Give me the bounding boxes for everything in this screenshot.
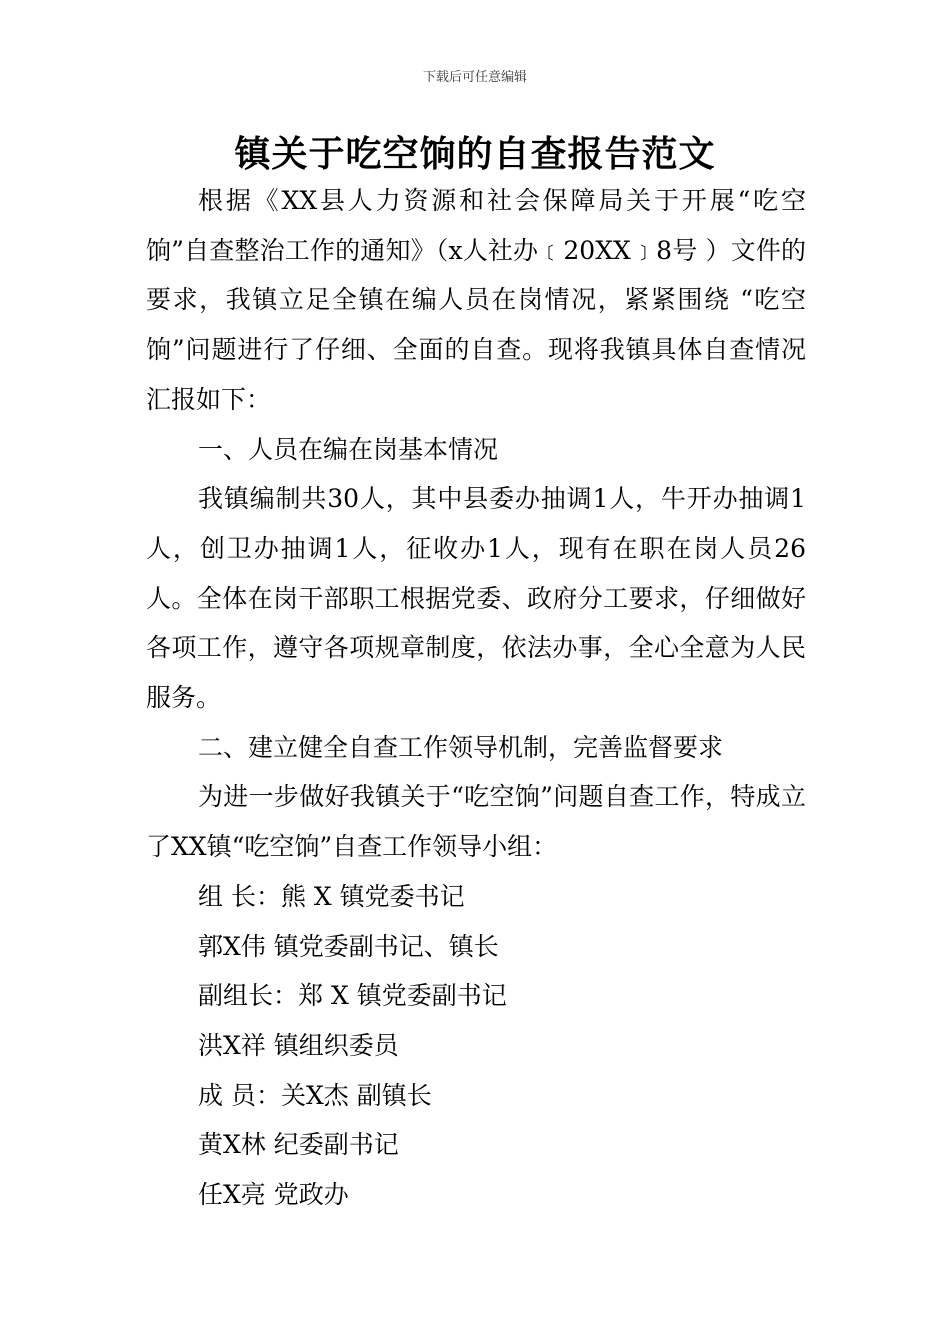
intro-paragraph: 根据《XX县人力资源和社会保障局关于开展“吃空饷”自查整治工作的通知》（x人社办﹝20XX﹞8号 ）文件的要求，我镇立足全镇在编人员在岗情况，紧紧围绕 “吃空饷”问题进行了仔细、全面的自查。现将我镇具体自查情况汇报如下： — [146, 186, 806, 414]
section-heading: 二、建立健全自查工作领导机制，完善监督要求 — [198, 732, 724, 762]
document-body — [146, 176, 806, 1220]
member-line: 郭X伟 镇党委副书记、镇长 — [198, 931, 499, 961]
section-paragraph: 为进一步做好我镇关于“吃空饷”问题自查工作，特成立了XX镇“吃空饷”自查工作领导小组： — [146, 782, 806, 862]
member-line: 副组长：郑 X 镇党委副书记 — [198, 981, 507, 1011]
member-line: 洪X祥 镇组织委员 — [198, 1030, 399, 1060]
section-heading: 一、人员在编在岗基本情况 — [198, 434, 499, 464]
header-note: 下载后可任意编辑 — [422, 70, 527, 85]
document-title: 镇关于吃空饷的自查报告范文 — [234, 134, 716, 175]
member-line: 黄X林 纪委副书记 — [198, 1130, 399, 1160]
section-paragraph: 我镇编制共30人，其中县委办抽调1人，牛开办抽调1人，创卫办抽调1人，征收办1人，现有在职在岗人员26人。全体在岗干部职工根据党委、政府分工要求，仔细做好各项工作，遵守各项规章制度，依法办事，全心全意为人民服务。 — [146, 484, 806, 713]
member-line: 组 长：熊 X 镇党委书记 — [198, 881, 465, 911]
member-line: 任X亮 党政办 — [198, 1180, 349, 1210]
member-line: 成 员：关X杰 副镇长 — [198, 1080, 432, 1110]
